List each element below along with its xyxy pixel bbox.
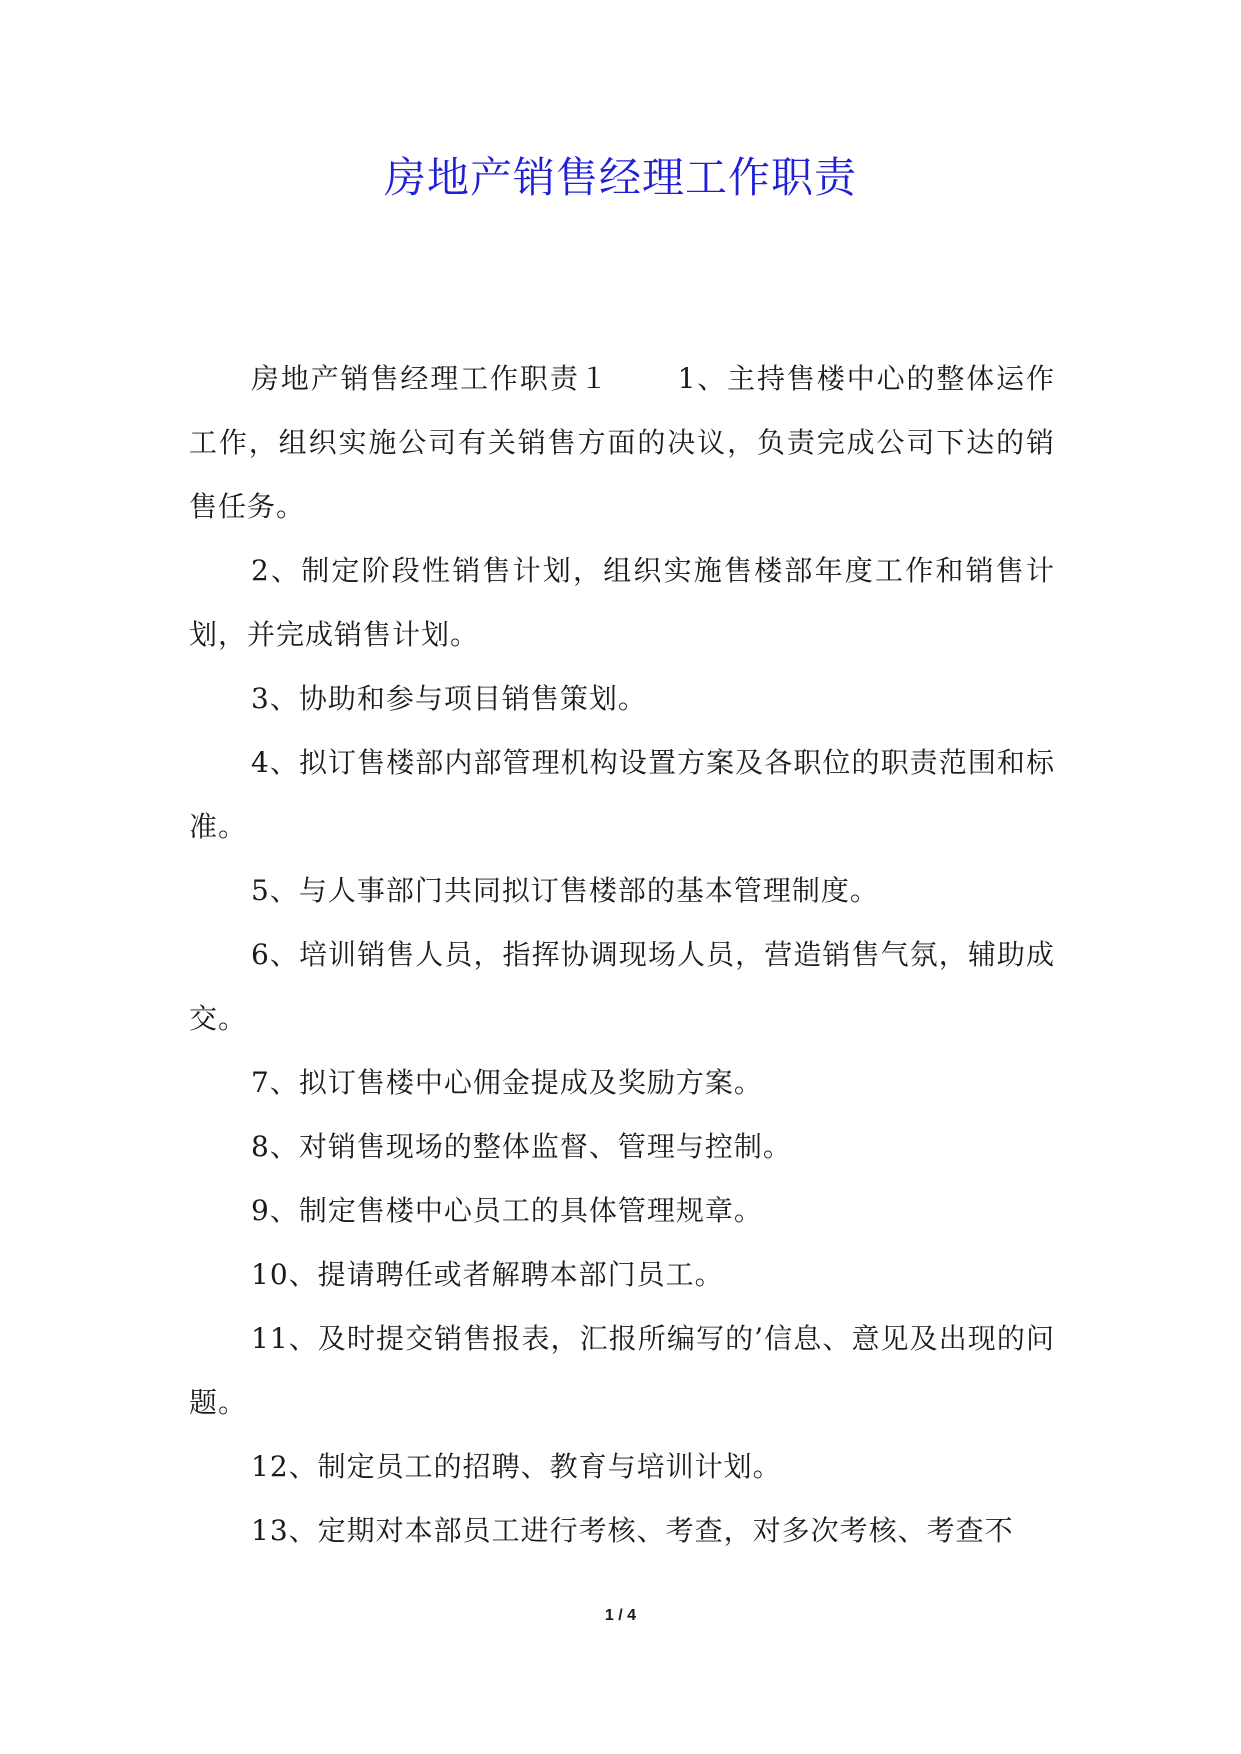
paragraph-11: 11、及时提交销售报表，汇报所编写的’信息、意见及出现的问题。 (189, 1322, 1055, 1419)
paragraph-5: 5、与人事部门共同拟订售楼部的基本管理制度。 (251, 874, 879, 907)
paragraph-4: 4、拟订售楼部内部管理机构设置方案及各职位的职责范围和标准。 (189, 746, 1055, 843)
paragraph-13: 13、定期对本部员工进行考核、考查，对多次考核、考查不 (251, 1514, 1014, 1547)
paragraph-8: 8、对销售现场的整体监督、管理与控制。 (251, 1130, 792, 1163)
intro-heading: 房地产销售经理工作职责１ (251, 362, 610, 395)
paragraph-3: 3、协助和参与项目销售策划。 (251, 682, 647, 715)
paragraph-1: 1、主持售楼中心的整体运作工作，组织实施公司有关销售方面的决议，负责完成公司下达的销售任务。 (189, 362, 1055, 523)
document-title: 房地产销售经理工作职责 (383, 153, 857, 202)
intro-paragraph (189, 347, 1055, 539)
document-body (189, 347, 1055, 1563)
paragraph-12: 12、制定员工的招聘、教育与培训计划。 (251, 1450, 782, 1483)
page-number: 1 / 4 (604, 1607, 637, 1624)
paragraph-10: 10、提请聘任或者解聘本部门员工。 (251, 1258, 724, 1291)
paragraph-7: 7、拟订售楼中心佣金提成及奖励方案。 (251, 1066, 763, 1099)
paragraph-9: 9、制定售楼中心员工的具体管理规章。 (251, 1194, 763, 1227)
paragraph-2: 2、制定阶段性销售计划，组织实施售楼部年度工作和销售计划，并完成销售计划。 (189, 554, 1055, 651)
paragraph-6: 6、培训销售人员，指挥协调现场人员，营造销售气氛，辅助成交。 (189, 938, 1055, 1035)
